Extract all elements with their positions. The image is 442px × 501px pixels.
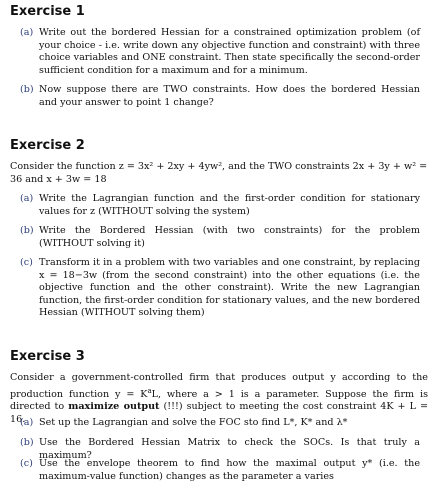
item-text: Use the envelope theorem to find how the maximal output y* (i.e. the maximum-value function) changes as the parameter a varies [39, 458, 420, 482]
item-label: (c) [20, 458, 33, 469]
exercise-1-title: Exercise 1 [10, 4, 85, 19]
intro-bold: maximize output [68, 401, 160, 413]
item-text: Write out the bordered Hessian for a constrained optimization problem (of your choice - i.e. write down any objective function and constraint) with three choice variables and ONE constraint. Then state specifically the second-order sufficient condition for a maximum and for a minimum. [39, 27, 420, 76]
item-label: (c) [20, 257, 33, 268]
item-label: (b) [20, 225, 34, 236]
exercise-3-item-a [20, 417, 420, 430]
item-label: (a) [20, 417, 34, 428]
exercise-2-title: Exercise 2 [10, 138, 85, 153]
item-label: (b) [20, 84, 34, 95]
exercise-3-title: Exercise 3 [10, 349, 85, 364]
intro-text: Consider a government-controlled firm that produces output y according to the production function y = K [10, 372, 428, 400]
item-text: Write the Bordered Hessian (with two constraints) for the problem (WITHOUT solving it) [39, 225, 420, 249]
item-text: Set up the Lagrangian and solve the FOC sto find L*, K* and λ* [39, 417, 348, 428]
exercise-2-item-a [20, 193, 420, 218]
intro-text: L, where a > 1 is a parameter. Suppose the firm is directed to [10, 388, 429, 413]
item-text: Transform it in a problem with two variables and one constraint, by replacing x = 18−3w (from the second constraint) into the other equations (i.e. the objective function and the other constraint). Write the new Lagrangian function, the first-order condition for stationary values, and the new bordered Hessian (WITHOUT solving them) [39, 257, 420, 318]
item-text: Use the Bordered Hessian Matrix to check the SOCs. Is that truly a maximum? [39, 437, 420, 461]
exercise-1-item-a [20, 27, 420, 77]
exercise-2-intro: Consider the function z = 3x² + 2xy + 4yw², and the TWO constraints 2x + 3y + w² = 36 and x + 3w = 18 [10, 161, 428, 185]
item-text: Write the Lagrangian function and the first-order condition for stationary values for z (WITHOUT solving the system) [39, 193, 420, 217]
exercise-2-item-b [20, 225, 420, 250]
item-text: Now suppose there are TWO constraints. How does the bordered Hessian and your answer to point 1 change? [39, 84, 420, 108]
item-label: (a) [20, 27, 34, 38]
intro-text: (!!!) subject to meeting the cost constraint 4K + L = 16. [10, 401, 429, 425]
exercise-3-item-c [20, 458, 420, 483]
item-label: (a) [20, 193, 34, 204]
item-label: (b) [20, 437, 34, 448]
exercise-2-item-c [20, 257, 420, 320]
exponent: a [147, 386, 152, 395]
exercise-1-item-b [20, 84, 420, 109]
